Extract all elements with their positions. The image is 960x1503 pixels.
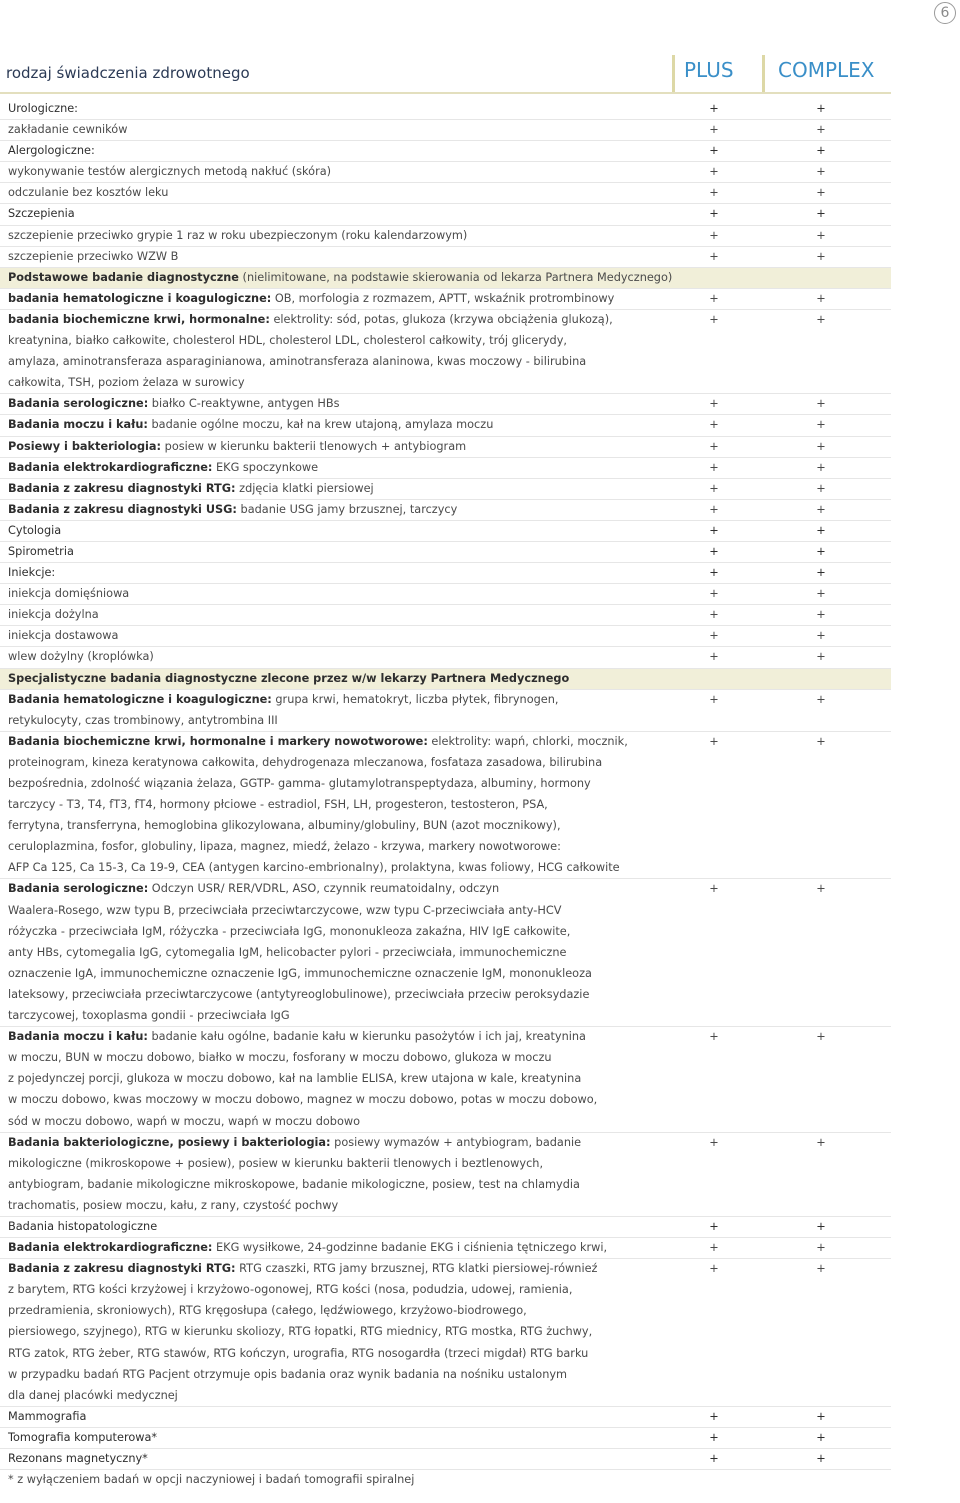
row-text: w przypadku badań RTG Pacjent otrzymuje opis badania oraz wynik badania na nośniku ustalonym [8, 1367, 568, 1381]
row-description [8, 732, 628, 752]
plus-mark: + [709, 1452, 719, 1465]
table-row [0, 120, 891, 141]
row-text: kreatynina, białko całkowite, cholesterol HDL, cholesterol LDL, cholesterol całkowity, trój glicerydy, [8, 334, 567, 348]
table-row [0, 1428, 891, 1449]
plus-mark: + [709, 186, 719, 200]
row-text: EKG wysiłkowe, 24-godzinne badanie EKG i ciśnienia tętniczego krwi, [212, 1241, 608, 1255]
plus-mark: + [709, 291, 719, 305]
row-text: piersiowego, szyjnego), RTG w kierunku skoliozy, RTG łopatki, RTG miednicy, RTG mostka, RTG żuchwy, [8, 1325, 593, 1339]
table-row [0, 1280, 891, 1301]
row-description [8, 373, 245, 393]
table-row [0, 1301, 891, 1322]
table-row [0, 1154, 891, 1175]
table-row [0, 1133, 891, 1154]
row-description [8, 1217, 157, 1237]
complex-mark: + [816, 523, 826, 537]
row-text: Waalera-Rosego, wzw typu B, przeciwciała przeciwtarczycowe, wzw typu C-przeciwciała anty-HCV [8, 903, 562, 917]
row-description [8, 563, 55, 583]
section-header-row [0, 268, 891, 289]
row-label: Specjalistyczne badania diagnostyczne zlecone przez w/w lekarzy Partnera Medycznego [8, 671, 570, 685]
table-row [0, 647, 891, 668]
complex-mark: + [816, 608, 826, 622]
complex-mark: + [816, 1409, 826, 1423]
row-description [8, 1280, 572, 1300]
table-row [0, 837, 891, 858]
row-text: badanie ogólne moczu, kał na krew utajoną, amylaza moczu [147, 418, 494, 432]
row-description [8, 226, 467, 246]
plus-mark: + [709, 439, 719, 453]
plus-mark: + [709, 1030, 719, 1044]
table-row [0, 816, 891, 837]
table-row [0, 521, 891, 542]
row-description [8, 394, 340, 414]
row-description [8, 141, 95, 161]
row-description [8, 1344, 588, 1364]
row-text: Alergologiczne: [8, 144, 95, 158]
row-text: przedramienia, skroniowych), RTG kręgosłupa (całego, lędźwiowego, krzyżowo-biodrowego, [8, 1304, 527, 1318]
column-divider [672, 55, 675, 93]
row-label: Badania z zakresu diagnostyki RTG: [8, 1262, 236, 1276]
table-row [0, 563, 891, 584]
row-description [8, 1407, 86, 1427]
table-row [0, 1006, 891, 1027]
row-description [8, 858, 620, 878]
row-text: EKG spoczynkowe [212, 460, 319, 474]
row-text: tarczycy - T3, T4, fT3, fT4, hormony płciowe - estradiol, FSH, LH, progesteron, testosteron, PSA, [8, 798, 548, 812]
header-rule [0, 92, 891, 94]
table-row [0, 141, 891, 162]
row-description [8, 183, 168, 203]
complex-mark: + [816, 228, 826, 242]
row-text: iniekcja dostawowa [8, 629, 119, 643]
plus-mark: + [709, 418, 719, 432]
row-text: badanie USG jamy brzusznej, tarczycy [236, 502, 458, 516]
table-row [0, 226, 891, 247]
plus-mark: + [709, 207, 719, 221]
row-text: w moczu, BUN w moczu dobowo, białko w moczu, fosforany w moczu dobowo, glukoza w moczu [8, 1051, 552, 1065]
complex-mark: + [816, 629, 826, 643]
row-description [8, 500, 457, 520]
row-label: Badania bakteriologiczne, posiewy i bakteriologia: [8, 1135, 331, 1149]
row-text: trachomatis, posiew moczu, kału, z rany, czystość pochwy [8, 1198, 339, 1212]
table-row [0, 247, 891, 268]
row-text: dla danej placówki medycznej [8, 1388, 178, 1402]
plus-mark: + [709, 587, 719, 601]
row-text: oznaczenie IgA, immunochemiczne oznaczenie IgG, immunochemiczne oznaczenie IgM, mononukleoza [8, 966, 592, 980]
complex-mark: + [816, 123, 826, 137]
row-description [8, 1449, 148, 1469]
row-description [8, 1006, 290, 1026]
row-description [8, 1196, 338, 1216]
row-description [8, 1112, 360, 1132]
complex-mark: + [816, 1219, 826, 1233]
row-description [8, 1386, 178, 1406]
plus-mark: + [709, 1262, 719, 1276]
row-description [8, 1470, 414, 1490]
row-description [8, 711, 278, 731]
table-row [0, 1344, 891, 1365]
plus-mark: + [709, 1219, 719, 1233]
table-row [0, 1027, 891, 1048]
row-description [8, 964, 592, 984]
row-label: Badania z zakresu diagnostyki RTG: [8, 481, 236, 495]
table-row [0, 1386, 891, 1407]
table-row [0, 162, 891, 183]
plus-mark: + [709, 629, 719, 643]
services-table [0, 99, 891, 1491]
plus-mark: + [709, 123, 719, 137]
table-row [0, 1069, 891, 1090]
row-text: (nielimitowane, na podstawie skierowania od lekarza Partnera Medycznego) [238, 270, 673, 284]
row-description [8, 1048, 552, 1068]
row-description [8, 1027, 586, 1047]
complex-mark: + [816, 439, 826, 453]
complex-mark: + [816, 1030, 826, 1044]
table-row [0, 1365, 891, 1386]
plus-mark: + [709, 882, 719, 896]
row-description [8, 1301, 527, 1321]
row-text: wlew dożylny (kroplówka) [8, 650, 154, 664]
row-description [8, 289, 614, 309]
complex-mark: + [816, 186, 826, 200]
plus-mark: + [709, 249, 719, 263]
complex-mark: + [816, 734, 826, 748]
plus-mark: + [709, 544, 719, 558]
complex-mark: + [816, 481, 826, 495]
plus-mark: + [709, 566, 719, 580]
row-label: Badania moczu i kału: [8, 418, 148, 432]
row-text: antybiogram, badanie mikologiczne mikroskopowe, badanie mikologiczne, posiew, test na chlamydia [8, 1177, 580, 1191]
table-row [0, 901, 891, 922]
table-row [0, 99, 891, 120]
table-row [0, 394, 891, 415]
row-text: Iniekcje: [8, 566, 56, 580]
row-description [8, 331, 567, 351]
row-text: elektrolity: sód, potas, glukoza (krzywa obciążenia glukozą), [269, 312, 613, 326]
row-description [8, 120, 127, 140]
row-text: Urologiczne: [8, 102, 78, 115]
row-text: proteinogram, kineza keratynowa całkowita, dehydrogenaza mleczanowa, fosfataza zasadowa, bilirubina [8, 755, 603, 769]
row-label: Badania elektrokardiograficzne: [8, 1241, 213, 1255]
row-label: Badania moczu i kału: [8, 1030, 148, 1044]
table-row [0, 1259, 891, 1280]
row-label: Posiewy i bakteriologia: [8, 439, 162, 453]
row-description [8, 774, 591, 794]
row-text: tarczycowej, toxoplasma gondii - przeciwciała IgG [8, 1009, 290, 1023]
plus-mark: + [709, 312, 719, 326]
complex-mark: + [816, 1135, 826, 1149]
row-description [8, 647, 154, 667]
plus-mark: + [709, 523, 719, 537]
row-text: elektrolity: wapń, chlorki, mocznik, [427, 734, 628, 748]
row-description [8, 584, 129, 604]
row-description [8, 458, 318, 478]
complex-mark: + [816, 882, 826, 896]
row-label: Badania biochemiczne krwi, hormonalne i markery nowotworowe: [8, 734, 428, 748]
row-description [8, 669, 569, 689]
row-description [8, 310, 613, 330]
row-text: Cytologia [8, 523, 62, 537]
complex-mark: + [816, 207, 826, 221]
column-header-complex: COMPLEX [778, 58, 875, 82]
row-text: iniekcja domięśniowa [8, 587, 130, 601]
table-row [0, 1175, 891, 1196]
row-text: szczepienie przeciwko grypie 1 raz w roku ubezpieczonym (roku kalendarzowym) [8, 228, 468, 242]
table-row [0, 458, 891, 479]
plus-mark: + [709, 165, 719, 179]
row-text: RTG czaszki, RTG jamy brzusznej, RTG klatki piersiowej-równieź [235, 1262, 598, 1276]
section-header-row [0, 669, 891, 690]
row-label: Badania serologiczne: [8, 882, 149, 896]
row-text: bezpośrednia, zdolność wiązania żelaza, GGTP- gamma- glutamylotranspeptydaza, albuminy, hormony [8, 777, 591, 790]
row-description [8, 437, 466, 457]
row-text: całkowita, TSH, poziom żelaza w surowicy [8, 376, 245, 390]
row-text: Odczyn USR/ RER/VDRL, ASO, czynnik reumatoidalny, odczyn [148, 882, 500, 896]
row-description [8, 1090, 597, 1110]
plus-mark: + [709, 734, 719, 748]
row-description [8, 1238, 607, 1258]
row-description [8, 901, 561, 921]
row-label: Badania z zakresu diagnostyki USG: [8, 502, 237, 516]
row-text: Spirometria [8, 544, 74, 558]
row-text: ferrytyna, transferryna, hemoglobina glikozylowana, albuminy/globuliny, BUN (azot mocznikowy), [8, 819, 561, 833]
table-row [0, 753, 891, 774]
row-text: sód w moczu dobowo, wapń w moczu, wapń w moczu dobowo [8, 1114, 361, 1128]
row-description [8, 415, 493, 435]
row-text: posiew w kierunku bakterii tlenowych + antybiogram [161, 439, 467, 453]
row-text: posiewy wymazów + antybiogram, badanie [330, 1135, 582, 1149]
row-text: białko C-reaktywne, antygen HBs [148, 397, 340, 411]
table-row [0, 732, 891, 753]
complex-mark: + [816, 502, 826, 516]
row-text: z barytem, RTG kości krzyżowej i krzyżowo-ogonowej, RTG kości (nosa, podudzia, udowej, ramienia, [8, 1283, 573, 1297]
table-row [0, 795, 891, 816]
table-row [0, 1217, 891, 1238]
complex-mark: + [816, 397, 826, 411]
row-text: OB, morfologia z rozmazem, APTT, wskaźnik protrombinowy [271, 291, 615, 305]
row-description [8, 1133, 581, 1153]
table-row [0, 415, 891, 436]
table-row [0, 289, 891, 310]
row-text: retykulocyty, czas trombinowy, antytrombina III [8, 713, 278, 727]
complex-mark: + [816, 1241, 826, 1255]
plus-mark: + [709, 1135, 719, 1149]
table-row [0, 1449, 891, 1470]
table-row [0, 1196, 891, 1217]
table-row [0, 542, 891, 563]
plus-mark: + [709, 650, 719, 664]
complex-mark: + [816, 1430, 826, 1444]
row-description [8, 1322, 592, 1342]
table-row [0, 605, 891, 626]
row-description [8, 352, 586, 372]
row-description [8, 1365, 567, 1385]
table-row [0, 1112, 891, 1133]
row-description [8, 816, 561, 836]
table-row [0, 858, 891, 879]
plus-mark: + [709, 460, 719, 474]
row-text: grupa krwi, hematokryt, liczba płytek, fibrynogen, [271, 692, 559, 706]
complex-mark: + [816, 544, 826, 558]
table-row [0, 690, 891, 711]
plus-mark: + [709, 692, 719, 706]
row-label: Badania hematologiczne i koagulogiczne: [8, 692, 272, 706]
row-description [8, 879, 499, 899]
table-row [0, 1238, 891, 1259]
table-row [0, 985, 891, 1006]
table-row [0, 943, 891, 964]
row-label: Badania elektrokardiograficzne: [8, 460, 213, 474]
table-row [0, 1407, 891, 1428]
row-description [8, 837, 561, 857]
complex-mark: + [816, 165, 826, 179]
row-description [8, 542, 74, 562]
complex-mark: + [816, 460, 826, 474]
table-row [0, 437, 891, 458]
complex-mark: + [816, 587, 826, 601]
row-description [8, 204, 75, 224]
row-text: zdjęcia klatki piersiowej [235, 481, 374, 495]
row-description [8, 247, 178, 267]
table-row [0, 500, 891, 521]
complex-mark: + [816, 566, 826, 580]
complex-mark: + [816, 1452, 826, 1465]
complex-mark: + [816, 692, 826, 706]
row-label: Badania serologiczne: [8, 397, 149, 411]
row-description [8, 795, 548, 815]
row-text: iniekcja dożylna [8, 608, 99, 622]
column-divider [762, 55, 765, 93]
table-row [0, 964, 891, 985]
row-text: szczepienie przeciwko WZW B [8, 249, 179, 263]
row-description [8, 1154, 543, 1174]
row-label: Podstawowe badanie diagnostyczne [8, 270, 239, 284]
table-row [0, 479, 891, 500]
row-text: Badania histopatologiczne [8, 1219, 158, 1233]
row-description [8, 268, 672, 288]
row-description [8, 1175, 580, 1195]
plus-mark: + [709, 397, 719, 411]
plus-mark: + [709, 228, 719, 242]
row-text: badanie kału ogólne, badanie kału w kierunku pasożytów i ich jaj, kreatynina [147, 1030, 586, 1044]
row-text: różyczka - przeciwciała IgM, różyczka - przeciwciała IgG, mononukleoza zakaźna, HIV IgE całkowite, [8, 924, 571, 938]
table-row [0, 774, 891, 795]
column-header-plus: PLUS [684, 58, 734, 82]
row-description [8, 1069, 581, 1089]
row-description [8, 922, 570, 942]
table-row [0, 1470, 891, 1491]
complex-mark: + [816, 102, 826, 115]
row-text: zakładanie cewników [8, 123, 128, 137]
row-description [8, 1259, 597, 1279]
table-row [0, 584, 891, 605]
row-label: badania biochemiczne krwi, hormonalne: [8, 312, 270, 326]
row-text: Szczepienia [8, 207, 75, 221]
row-text: RTG zatok, RTG żeber, RTG stawów, RTG kończyn, urografia, RTG nosogardła (trzeci migdał) RTG barku [8, 1346, 589, 1360]
row-text: Tomografia komputerowa* [8, 1430, 158, 1444]
table-row [0, 183, 891, 204]
row-description [8, 605, 99, 625]
table-row [0, 1322, 891, 1343]
complex-mark: + [816, 1262, 826, 1276]
table-row [0, 626, 891, 647]
complex-mark: + [816, 144, 826, 158]
table-row [0, 711, 891, 732]
table-row [0, 310, 891, 331]
table-row [0, 331, 891, 352]
row-description [8, 99, 78, 119]
row-text: AFP Ca 125, Ca 15-3, Ca 19-9, CEA (antygen karcino-embrionalny), prolaktyna, kwas foliowy, HCG całkowite [8, 861, 620, 875]
table-row [0, 922, 891, 943]
plus-mark: + [709, 481, 719, 495]
complex-mark: + [816, 650, 826, 664]
table-row [0, 1048, 891, 1069]
row-description [8, 626, 118, 646]
row-text: mikologiczne (mikroskopowe + posiew), posiew w kierunku bakterii tlenowych i beztlenowych, [8, 1156, 544, 1170]
row-text: w moczu dobowo, kwas moczowy w moczu dobowo, magnez w moczu dobowo, potas w moczu dobowo, [8, 1093, 598, 1107]
row-description [8, 985, 589, 1005]
plus-mark: + [709, 608, 719, 622]
row-text: ceruloplazmina, fosfor, globuliny, lipaza, magnez, miedź, żelazo - krzywa, markery nowotworowe: [8, 840, 561, 854]
table-row [0, 352, 891, 373]
row-text: amylaza, aminotransferaza asparaginianowa, aminotransferaza alaninowa, kwas moczowy - bilirubina [8, 355, 587, 369]
table-row [0, 1090, 891, 1111]
table-row [0, 879, 891, 900]
table-row [0, 373, 891, 394]
row-text: * z wyłączeniem badań w opcji naczyniowej i badań tomografii spiralnej [8, 1473, 415, 1487]
row-description [8, 521, 61, 541]
complex-mark: + [816, 291, 826, 305]
row-description [8, 690, 559, 710]
row-text: z pojedynczej porcji, glukoza w moczu dobowo, kał na lamblie ELISA, krew utajona w kale, kreatynina [8, 1072, 582, 1086]
plus-mark: + [709, 102, 719, 115]
page-number: 6 [934, 2, 956, 24]
row-description [8, 753, 602, 773]
column-header-service: rodzaj świadczenia zdrowotnego [6, 64, 250, 82]
plus-mark: + [709, 502, 719, 516]
row-label: badania hematologiczne i koagulogiczne: [8, 291, 272, 305]
plus-mark: + [709, 1409, 719, 1423]
row-text: odczulanie bez kosztów leku [8, 186, 169, 200]
complex-mark: + [816, 249, 826, 263]
plus-mark: + [709, 1241, 719, 1255]
plus-mark: + [709, 144, 719, 158]
row-text: Rezonans magnetyczny* [8, 1452, 148, 1465]
row-text: Mammografia [8, 1409, 87, 1423]
row-text: wykonywanie testów alergicznych metodą nakłuć (skóra) [8, 165, 332, 179]
row-text: anty HBs, cytomegalia IgG, cytomegalia IgM, helicobacter pylori - przeciwciała, immunochemiczne [8, 945, 567, 959]
complex-mark: + [816, 312, 826, 326]
plus-mark: + [709, 1430, 719, 1444]
row-description [8, 1428, 157, 1448]
row-description [8, 479, 374, 499]
row-description [8, 162, 331, 182]
complex-mark: + [816, 418, 826, 432]
row-description [8, 943, 566, 963]
row-text: lateksowy, przeciwciała przeciwtarczycowe (antytyreoglobulinowe), przeciwciała przeciw peroksydazie [8, 987, 590, 1001]
table-row [0, 204, 891, 225]
